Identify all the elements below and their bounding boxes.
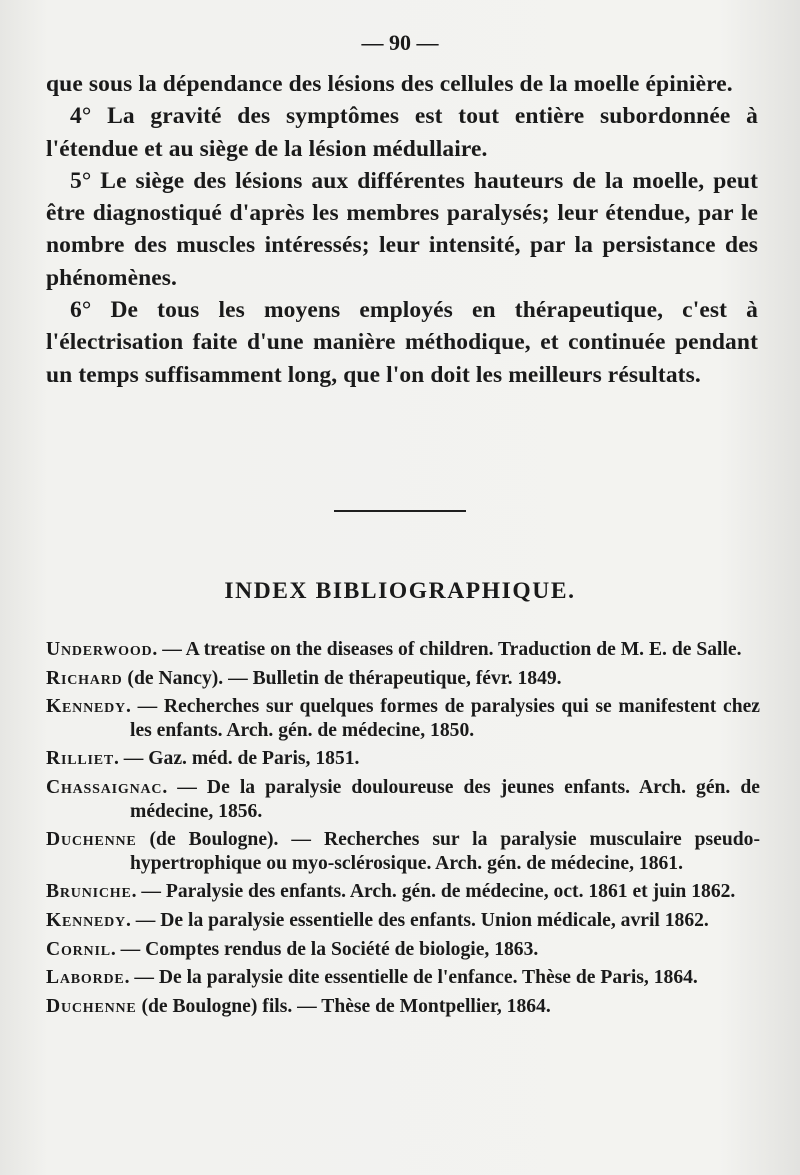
entry-author: Duchenne bbox=[46, 995, 137, 1017]
entry-text: . — De la paralysie douloureuse des jeunes enfants. Arch. gén. de médecine, 1856. bbox=[130, 776, 760, 822]
entry-text: (de Boulogne) fils. — Thèse de Montpellier, 1864. bbox=[136, 995, 551, 1017]
bibliography-entry bbox=[46, 695, 760, 742]
entry-author: Cornil bbox=[46, 938, 111, 960]
bibliography-entry bbox=[46, 828, 760, 875]
bibliography-entry bbox=[46, 909, 760, 933]
bibliography-list bbox=[46, 638, 760, 1023]
entry-author: Chassaignac bbox=[46, 776, 163, 798]
body-text bbox=[46, 68, 758, 391]
bibliography-entry bbox=[46, 747, 760, 771]
entry-text: . — A treatise on the diseases of children. Traduction de M. E. de Salle. bbox=[152, 639, 742, 660]
bibliography-entry bbox=[46, 966, 760, 990]
paragraph-point-5: 5° Le siège des lésions aux différentes hauteurs de la moelle, peut être diagnostiqué d'après les membres paralysés; leur étendue, par le nombre des muscles intéressés; leur intensité, par la persistance des phénomènes. bbox=[46, 167, 758, 291]
section-divider bbox=[334, 510, 466, 512]
entry-text: . — Comptes rendus de la Société de biologie, 1863. bbox=[110, 938, 539, 960]
entry-author: Underwood bbox=[46, 639, 153, 660]
bibliography-entry bbox=[46, 880, 760, 904]
index-title: INDEX BIBLIOGRAPHIQUE. bbox=[224, 578, 576, 604]
entry-text: . — Paralysie des enfants. Arch. gén. de médecine, oct. 1861 et juin 1862. bbox=[131, 881, 736, 903]
bibliography-entry bbox=[46, 995, 760, 1019]
entry-author: Rilliet bbox=[46, 748, 114, 770]
paragraph-point-6: 6° De tous les moyens employés en thérapeutique, c'est à l'électrisation faite d'une manière méthodique, et continuée pendant un temps suffisamment long, que l'on doit les meilleurs résultats. bbox=[46, 297, 758, 388]
entry-text: . — Recherches sur quelques formes de paralysies qui se manifestent chez les enfants. Arch. gén. de médecine, 1850. bbox=[125, 696, 760, 741]
page-number: — 90 — bbox=[361, 30, 439, 55]
bibliography-entry bbox=[46, 776, 760, 823]
entry-author: Kennedy bbox=[46, 696, 126, 718]
bibliography-entry bbox=[46, 938, 760, 962]
entry-author: Laborde bbox=[46, 967, 125, 989]
entry-text: . — De la paralysie essentielle des enfants. Union médicale, avril 1862. bbox=[125, 909, 709, 931]
entry-text: (de Nancy). — Bulletin de thérapeutique, févr. 1849. bbox=[122, 667, 562, 689]
entry-text: . — De la paralysie dite essentielle de l'enfance. Thèse de Paris, 1864. bbox=[124, 967, 698, 989]
entry-author: Bruniche bbox=[46, 881, 132, 903]
entry-author: Kennedy bbox=[46, 909, 126, 931]
entry-text: (de Boulogne). — Recherches sur la paralysie musculaire pseudo-hypertrophique ou myo-sclérosique. Arch. gén. de médecine, 1861. bbox=[130, 829, 760, 874]
entry-author: Richard bbox=[46, 667, 123, 689]
bibliography-entry bbox=[46, 667, 760, 691]
paragraph-point-4: 4° La gravité des symptômes est tout entière subordonnée à l'étendue et au siège de la lésion médullaire. bbox=[46, 103, 758, 162]
paragraph-continuation: que sous la dépendance des lésions des cellules de la moelle épinière. bbox=[46, 71, 733, 97]
entry-author: Duchenne bbox=[46, 829, 137, 851]
bibliography-entry bbox=[46, 638, 760, 662]
entry-text: . — Gaz. méd. de Paris, 1851. bbox=[114, 748, 360, 770]
